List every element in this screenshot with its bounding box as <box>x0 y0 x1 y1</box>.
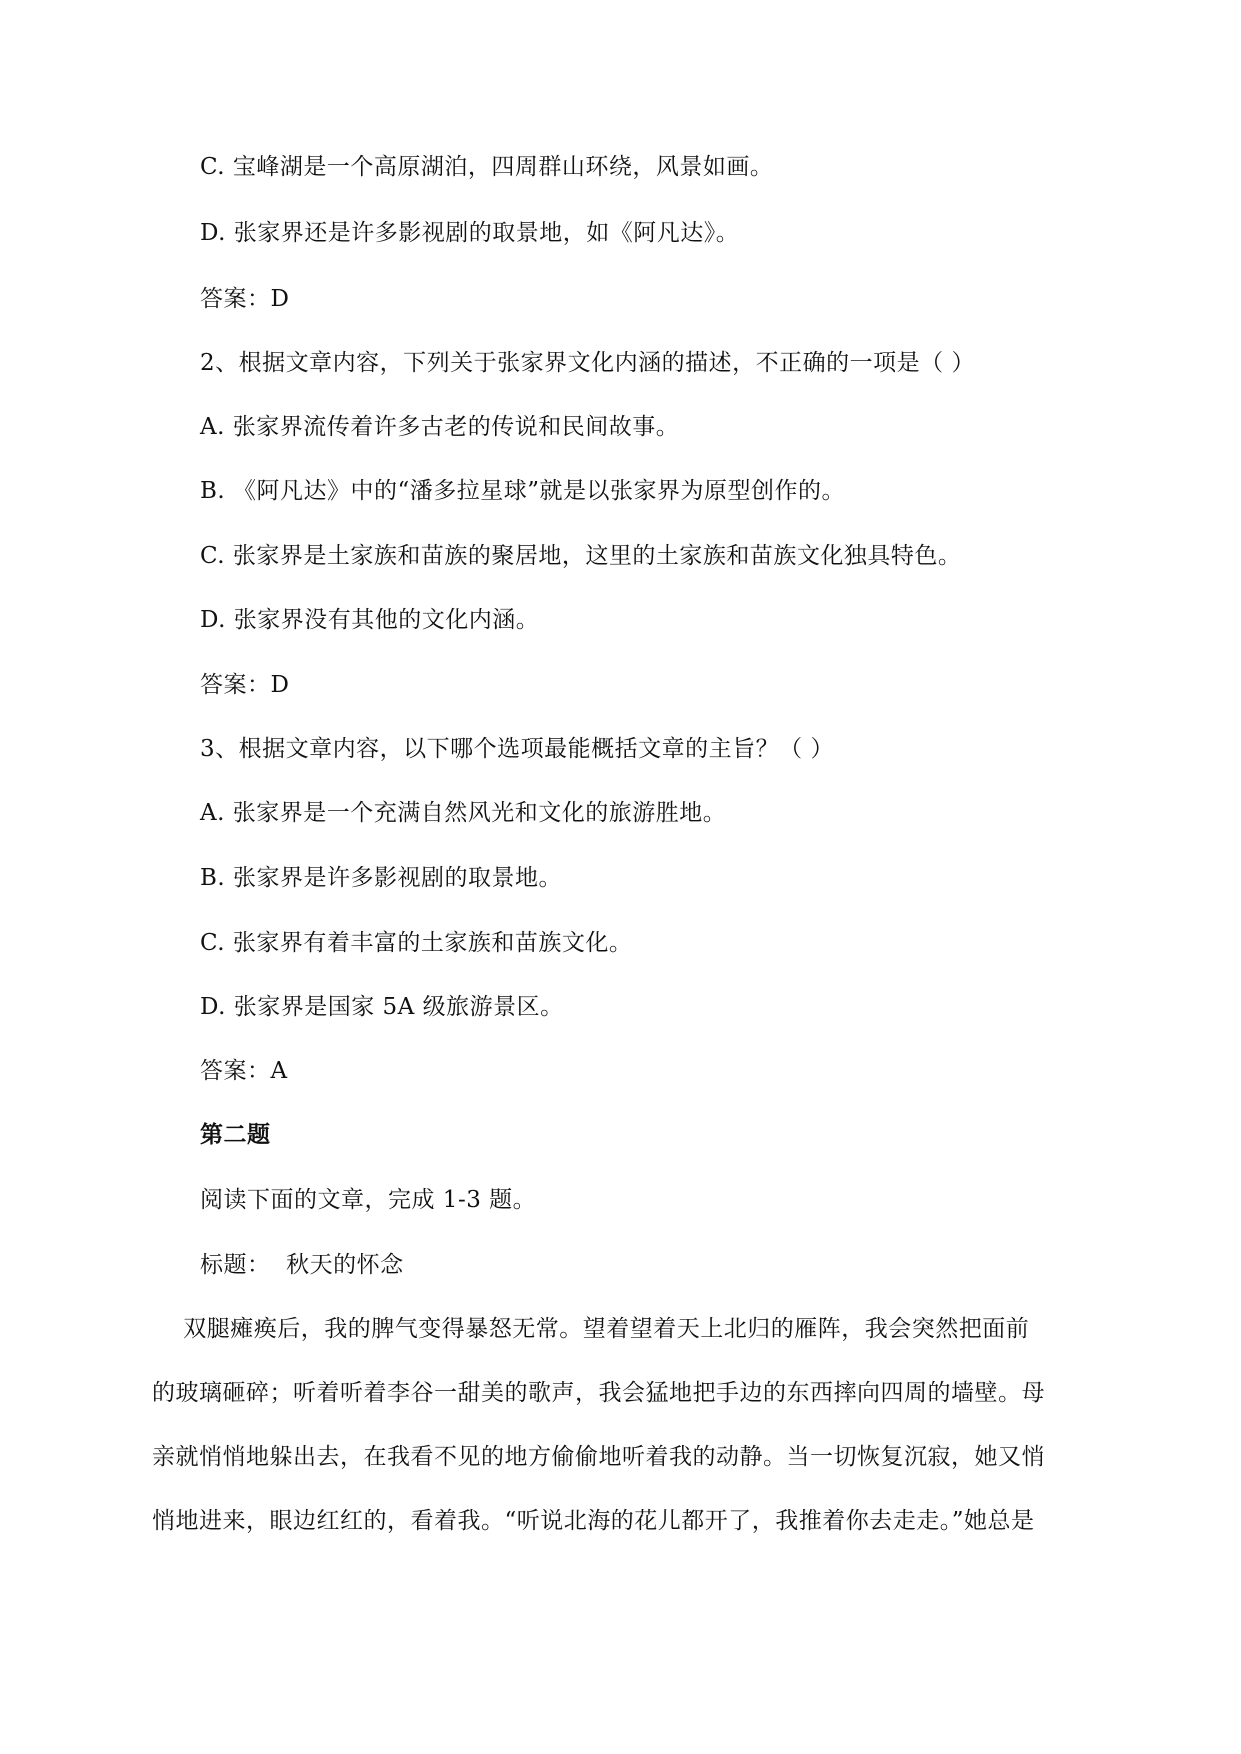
q2-option-c: C. 张家界是土家族和苗族的聚居地，这里的土家族和苗族文化独具特色。 <box>200 543 962 569</box>
q3-option-c: C. 张家界有着丰富的土家族和苗族文化。 <box>200 930 633 956</box>
q3-option-d: D. 张家界是国家 5A 级旅游景区。 <box>200 994 564 1020</box>
article-title: 标题： 秋天的怀念 <box>200 1252 404 1278</box>
q1-option-d: D. 张家界还是许多影视剧的取景地，如《阿凡达》。 <box>200 220 740 246</box>
q3-option-a: A. 张家界是一个充满自然风光和文化的旅游胜地。 <box>200 800 727 826</box>
section-heading: 第二题 <box>200 1122 271 1148</box>
q3-stem: 3、根据文章内容，以下哪个选项最能概括文章的主旨？（ ） <box>200 736 834 762</box>
reading-instruction: 阅读下面的文章，完成 1-3 题。 <box>200 1187 537 1213</box>
q2-option-a: A. 张家界流传着许多古老的传说和民间故事。 <box>200 414 680 440</box>
q2-option-b: B. 《阿凡达》中的“潘多拉星球”就是以张家界为原型创作的。 <box>200 478 846 504</box>
paragraph-line: 双腿瘫痪后，我的脾气变得暴怒无常。望着望着天上北归的雁阵，我会突然把面前 <box>152 1316 1030 1342</box>
q1-answer: 答案：D <box>200 286 290 312</box>
q3-answer: 答案：A <box>200 1058 288 1084</box>
article-paragraph <box>152 1297 1092 1553</box>
q2-option-d: D. 张家界没有其他的文化内涵。 <box>200 607 540 633</box>
q3-option-b: B. 张家界是许多影视剧的取景地。 <box>200 865 563 891</box>
paragraph-line: 悄地进来，眼边红红的，看着我。“听说北海的花儿都开了，我推着你去走走。”她总是 <box>152 1508 1035 1534</box>
q2-answer: 答案：D <box>200 672 290 698</box>
paragraph-line: 的玻璃砸碎；听着听着李谷一甜美的歌声，我会猛地把手边的东西摔向四周的墙壁。母 <box>152 1380 1045 1406</box>
q2-stem: 2、根据文章内容，下列关于张家界文化内涵的描述，不正确的一项是（ ） <box>200 350 975 376</box>
paragraph-line: 亲就悄悄地躲出去，在我看不见的地方偷偷地听着我的动静。当一切恢复沉寂，她又悄 <box>152 1444 1045 1470</box>
q1-option-c: C. 宝峰湖是一个高原湖泊，四周群山环绕，风景如画。 <box>200 154 774 180</box>
